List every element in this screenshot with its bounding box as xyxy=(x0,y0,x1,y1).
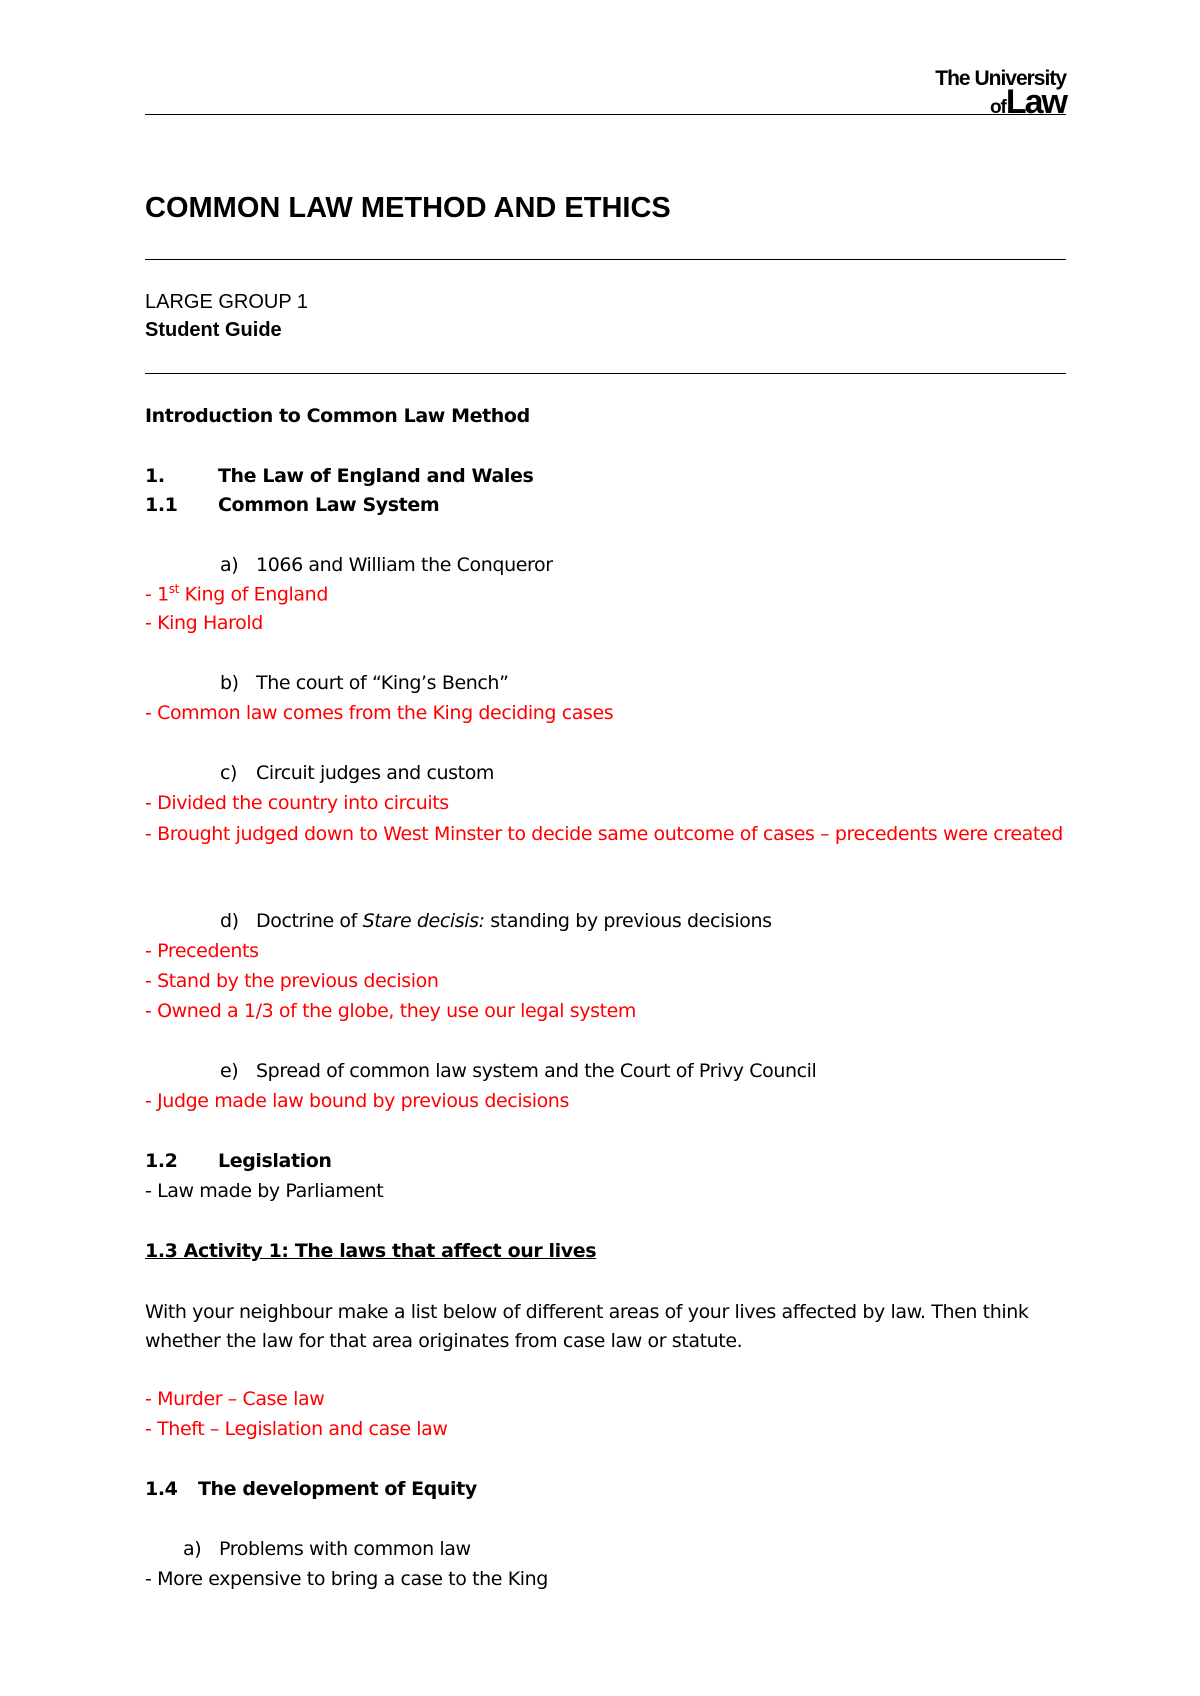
list-text: The court of “King’s Bench” xyxy=(256,672,509,694)
section-1-2-heading xyxy=(145,1150,332,1172)
list-letter: d) xyxy=(220,910,239,932)
equity-item-a xyxy=(183,1538,471,1560)
section-1-1-heading xyxy=(145,494,439,516)
note-line: - Common law comes from the King deciding cases xyxy=(145,702,614,724)
group-label: LARGE GROUP 1 xyxy=(145,291,309,313)
university-logo xyxy=(935,68,1066,119)
note-line: - Precedents xyxy=(145,940,259,962)
guide-label: Student Guide xyxy=(145,319,282,341)
subtitle-divider xyxy=(145,373,1066,374)
note-line: - Brought judged down to West Minster to decide same outcome of cases – precedents were created xyxy=(145,823,1063,845)
list-text: Spread of common law system and the Court of Privy Council xyxy=(256,1060,817,1082)
intro-heading: Introduction to Common Law Method xyxy=(145,405,530,427)
list-item-e xyxy=(220,1060,816,1082)
list-letter: b) xyxy=(220,672,239,694)
title-divider xyxy=(145,259,1066,260)
note-line: - King Harold xyxy=(145,612,263,634)
section-label: The Law of England and Wales xyxy=(218,465,534,487)
list-text: Problems with common law xyxy=(219,1538,471,1560)
section-number: 1. xyxy=(145,465,165,487)
list-item-a xyxy=(220,554,553,576)
logo-text-law: Law xyxy=(1005,83,1066,121)
section-number: 1.1 xyxy=(145,494,178,516)
list-text: Circuit judges and custom xyxy=(256,762,495,784)
note-line: - Owned a 1/3 of the globe, they use our legal system xyxy=(145,1000,637,1022)
section-label: Common Law System xyxy=(218,494,440,516)
list-text: 1066 and William the Conqueror xyxy=(256,554,553,576)
section-1-4-heading xyxy=(145,1478,477,1500)
note-line: - Divided the country into circuits xyxy=(145,792,449,814)
list-letter: a) xyxy=(183,1538,202,1560)
logo-text-top: The University xyxy=(935,67,1066,90)
list-item-d: d) Doctrine of Stare decisis: standing by previous decisions xyxy=(220,910,772,932)
section-1-2-note: - Law made by Parliament xyxy=(145,1180,384,1202)
section-label: The development of Equity xyxy=(198,1478,477,1500)
section-number: 1.4 xyxy=(145,1478,178,1500)
document-title: COMMON LAW METHOD AND ETHICS xyxy=(145,192,671,224)
activity-instructions: With your neighbour make a list below of different areas of your lives affected by law. Then think whether the law for that area originates from case law or statute. xyxy=(145,1301,1029,1352)
note-line: - More expensive to bring a case to the King xyxy=(145,1568,548,1590)
list-letter: e) xyxy=(220,1060,239,1082)
note-line: - Stand by the previous decision xyxy=(145,970,439,992)
header-divider xyxy=(145,114,1066,115)
section-1-3-heading: 1.3 Activity 1: The laws that affect our lives xyxy=(145,1240,597,1262)
section-1-heading xyxy=(145,465,533,487)
list-item-b xyxy=(220,672,509,694)
note-line: - Murder – Case law xyxy=(145,1388,325,1410)
list-letter: a) xyxy=(220,554,239,576)
note-line: - Theft – Legislation and case law xyxy=(145,1418,448,1440)
note-line: - Judge made law bound by previous decisions xyxy=(145,1090,569,1112)
list-item-c xyxy=(220,762,494,784)
note-line: - 1st King of England xyxy=(145,582,328,606)
section-label: Legislation xyxy=(218,1150,332,1172)
list-letter: c) xyxy=(220,762,238,784)
section-number: 1.2 xyxy=(145,1150,178,1172)
logo-text-of: of xyxy=(989,97,1006,118)
